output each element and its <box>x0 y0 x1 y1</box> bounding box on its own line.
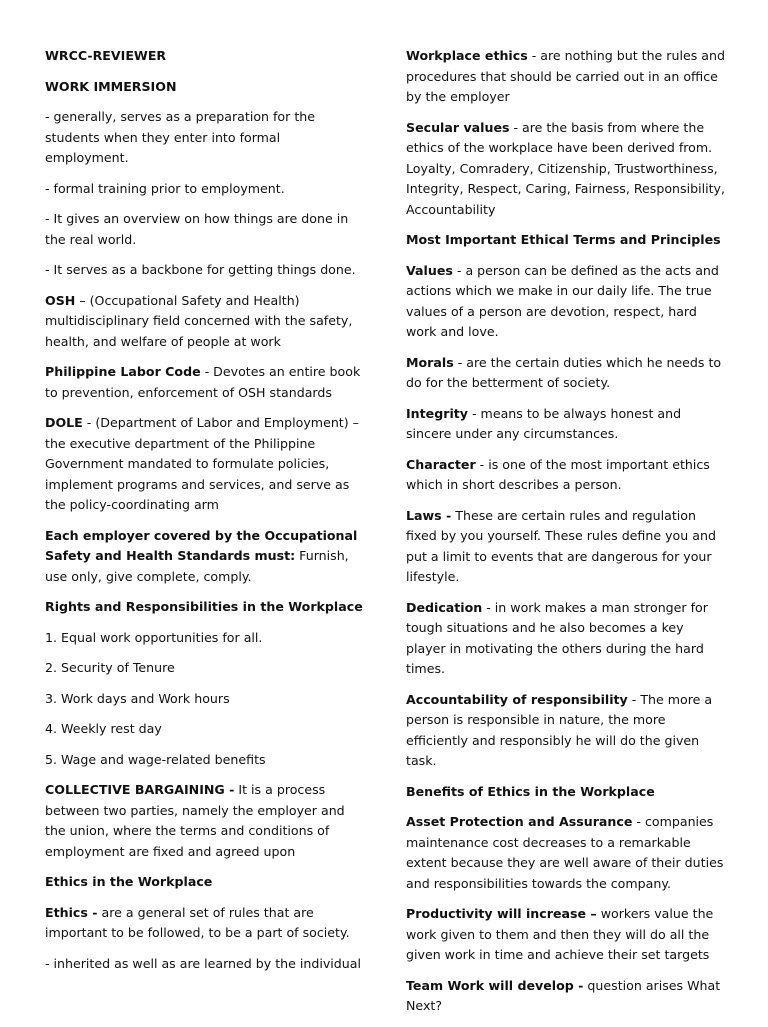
definition-term: Accountability of responsibility <box>406 691 628 707</box>
definition-text: - companies maintenance cost decreases to a remarkable extent because they are well aware of their duties and responsibilities towards the company. <box>406 814 724 891</box>
definition-term: Laws - <box>406 507 452 523</box>
definition-term: Morals <box>406 354 454 370</box>
section-heading-rights-and-responsibilities-in-the-workp: Rights and Responsibilities in the Workplace <box>45 599 363 614</box>
section-heading-benefits-of-ethics-in-the-workplace: Benefits of Ethics in the Workplace <box>406 783 655 799</box>
paragraph: 1. Equal work opportunities for all. <box>45 629 263 645</box>
definition-secular-values <box>406 118 726 221</box>
definition-text: - is one of the most important ethics which in short describes a person. <box>406 456 710 492</box>
definition-text: These are certain rules and regulation fixed by you yourself. These rules define you and put a limit to events that are dangerous for your lifestyle. <box>406 507 716 584</box>
definition-text: Furnish, use only, give complete, comply. <box>45 548 349 584</box>
definition-term: Character <box>406 456 476 472</box>
definition-morals <box>406 353 726 394</box>
definition-integrity <box>406 404 726 445</box>
definition-text: - The more a person is responsible in nature, the more efficiently and responsibly he will do the given task. <box>406 691 713 768</box>
paragraph: - It serves as a backbone for getting things done. <box>45 262 356 277</box>
definition-workplace-ethics <box>406 46 726 108</box>
definition-text: - (Department of Labor and Employment) – the executive department of the Philippine Government mandated to formulate policies, implement programs and services, and serve as the policy-coordinating arm <box>45 415 359 512</box>
definition-term: Integrity <box>406 405 468 421</box>
paragraph: 4. Weekly rest day <box>45 721 162 736</box>
definition-text: question arises What Next? <box>406 977 721 1013</box>
definition-text: - a person can be defined as the acts and actions which we make in our daily life. The true values of a person are devotion, respect, hard work and love. <box>406 262 719 339</box>
definition-term: Asset Protection and Assurance <box>406 814 633 829</box>
section-heading-wrcc-reviewer: WRCC-REVIEWER <box>45 48 167 63</box>
definition-term: Workplace ethics <box>406 48 528 63</box>
definition-term: Productivity will increase – <box>406 906 597 921</box>
definition-term: OSH <box>45 292 76 308</box>
definition-character <box>406 455 726 496</box>
definition-collective-bargaining <box>45 780 365 862</box>
definition-osh <box>45 291 365 353</box>
definition-philippine-labor-code <box>45 362 365 403</box>
definition-text: - are the certain duties which he needs to do for the betterment of society. <box>406 354 722 390</box>
definition-term: Dedication <box>406 599 483 615</box>
definition-text: are a general set of rules that are important to be followed, to be a part of society. <box>45 904 350 940</box>
definition-text: - means to be always honest and sincere under any circumstances. <box>406 405 682 441</box>
definition-text: - in work makes a man stronger for tough situations and he also becomes a key player in motivating the others during the hard times. <box>406 599 708 676</box>
left-column <box>45 46 365 984</box>
definition-text: - Devotes an entire book to prevention, enforcement of OSH standards <box>45 364 361 400</box>
paragraph: - generally, serves as a preparation for the students when they enter into formal employment. <box>45 109 315 165</box>
definition-text: It is a process between two parties, namely the employer and the union, where the terms and conditions of employment are fixed and agreed upon <box>45 782 345 859</box>
definition-ethics <box>45 903 365 944</box>
definition-term: Ethics - <box>45 904 98 920</box>
definition-term: Secular values <box>406 119 510 135</box>
definition-text: workers value the work given to them and then they will do all the given work in time and achieve their set targets <box>406 906 714 962</box>
definition-each-employer-covered-by-the-occupationa <box>45 526 365 588</box>
definition-values <box>406 261 726 343</box>
definition-text: - are the basis from where the ethics of the workplace have been derived from. Loyalty, Comradery, Citizenship, Trustworthiness, Integrity, Respect, Caring, Fairness, Responsibility, Accountability <box>406 119 725 217</box>
definition-team-work-will-develop <box>406 976 726 1017</box>
definition-dole <box>45 413 365 516</box>
definition-term: DOLE <box>45 415 83 430</box>
section-heading-most-important-ethical-terms-and-princip: Most Important Ethical Terms and Principles <box>406 232 721 247</box>
section-heading-ethics-in-the-workplace: Ethics in the Workplace <box>45 874 213 889</box>
definition-accountability-of-responsibility <box>406 690 726 772</box>
definition-term: Philippine Labor Code <box>45 364 201 379</box>
section-heading-work-immersion: WORK IMMERSION <box>45 78 177 94</box>
definition-laws <box>406 506 726 588</box>
definition-asset-protection-and-assurance <box>406 812 726 894</box>
definition-text: – (Occupational Safety and Health) multidisciplinary field concerned with the safety, health, and welfare of people at work <box>45 292 353 349</box>
definition-productivity-will-increase <box>406 904 726 966</box>
paragraph: - inherited as well as are learned by the individual <box>45 955 361 971</box>
definition-term: Values <box>406 262 453 278</box>
paragraph: 3. Work days and Work hours <box>45 690 230 706</box>
definition-term: Team Work will develop - <box>406 977 584 993</box>
definition-text: - are nothing but the rules and procedures that should be carried out in an office by the employer <box>406 48 725 104</box>
definition-dedication <box>406 598 726 680</box>
definition-term: Each employer covered by the Occupational Safety and Health Standards must: <box>45 527 358 563</box>
paragraph: 5. Wage and wage-related benefits <box>45 751 266 767</box>
paragraph: 2. Security of Tenure <box>45 660 175 675</box>
right-column <box>406 46 726 1027</box>
paragraph: - formal training prior to employment. <box>45 180 285 196</box>
definition-term: COLLECTIVE BARGAINING - <box>45 782 235 797</box>
paragraph: - It gives an overview on how things are done in the real world. <box>45 211 349 247</box>
